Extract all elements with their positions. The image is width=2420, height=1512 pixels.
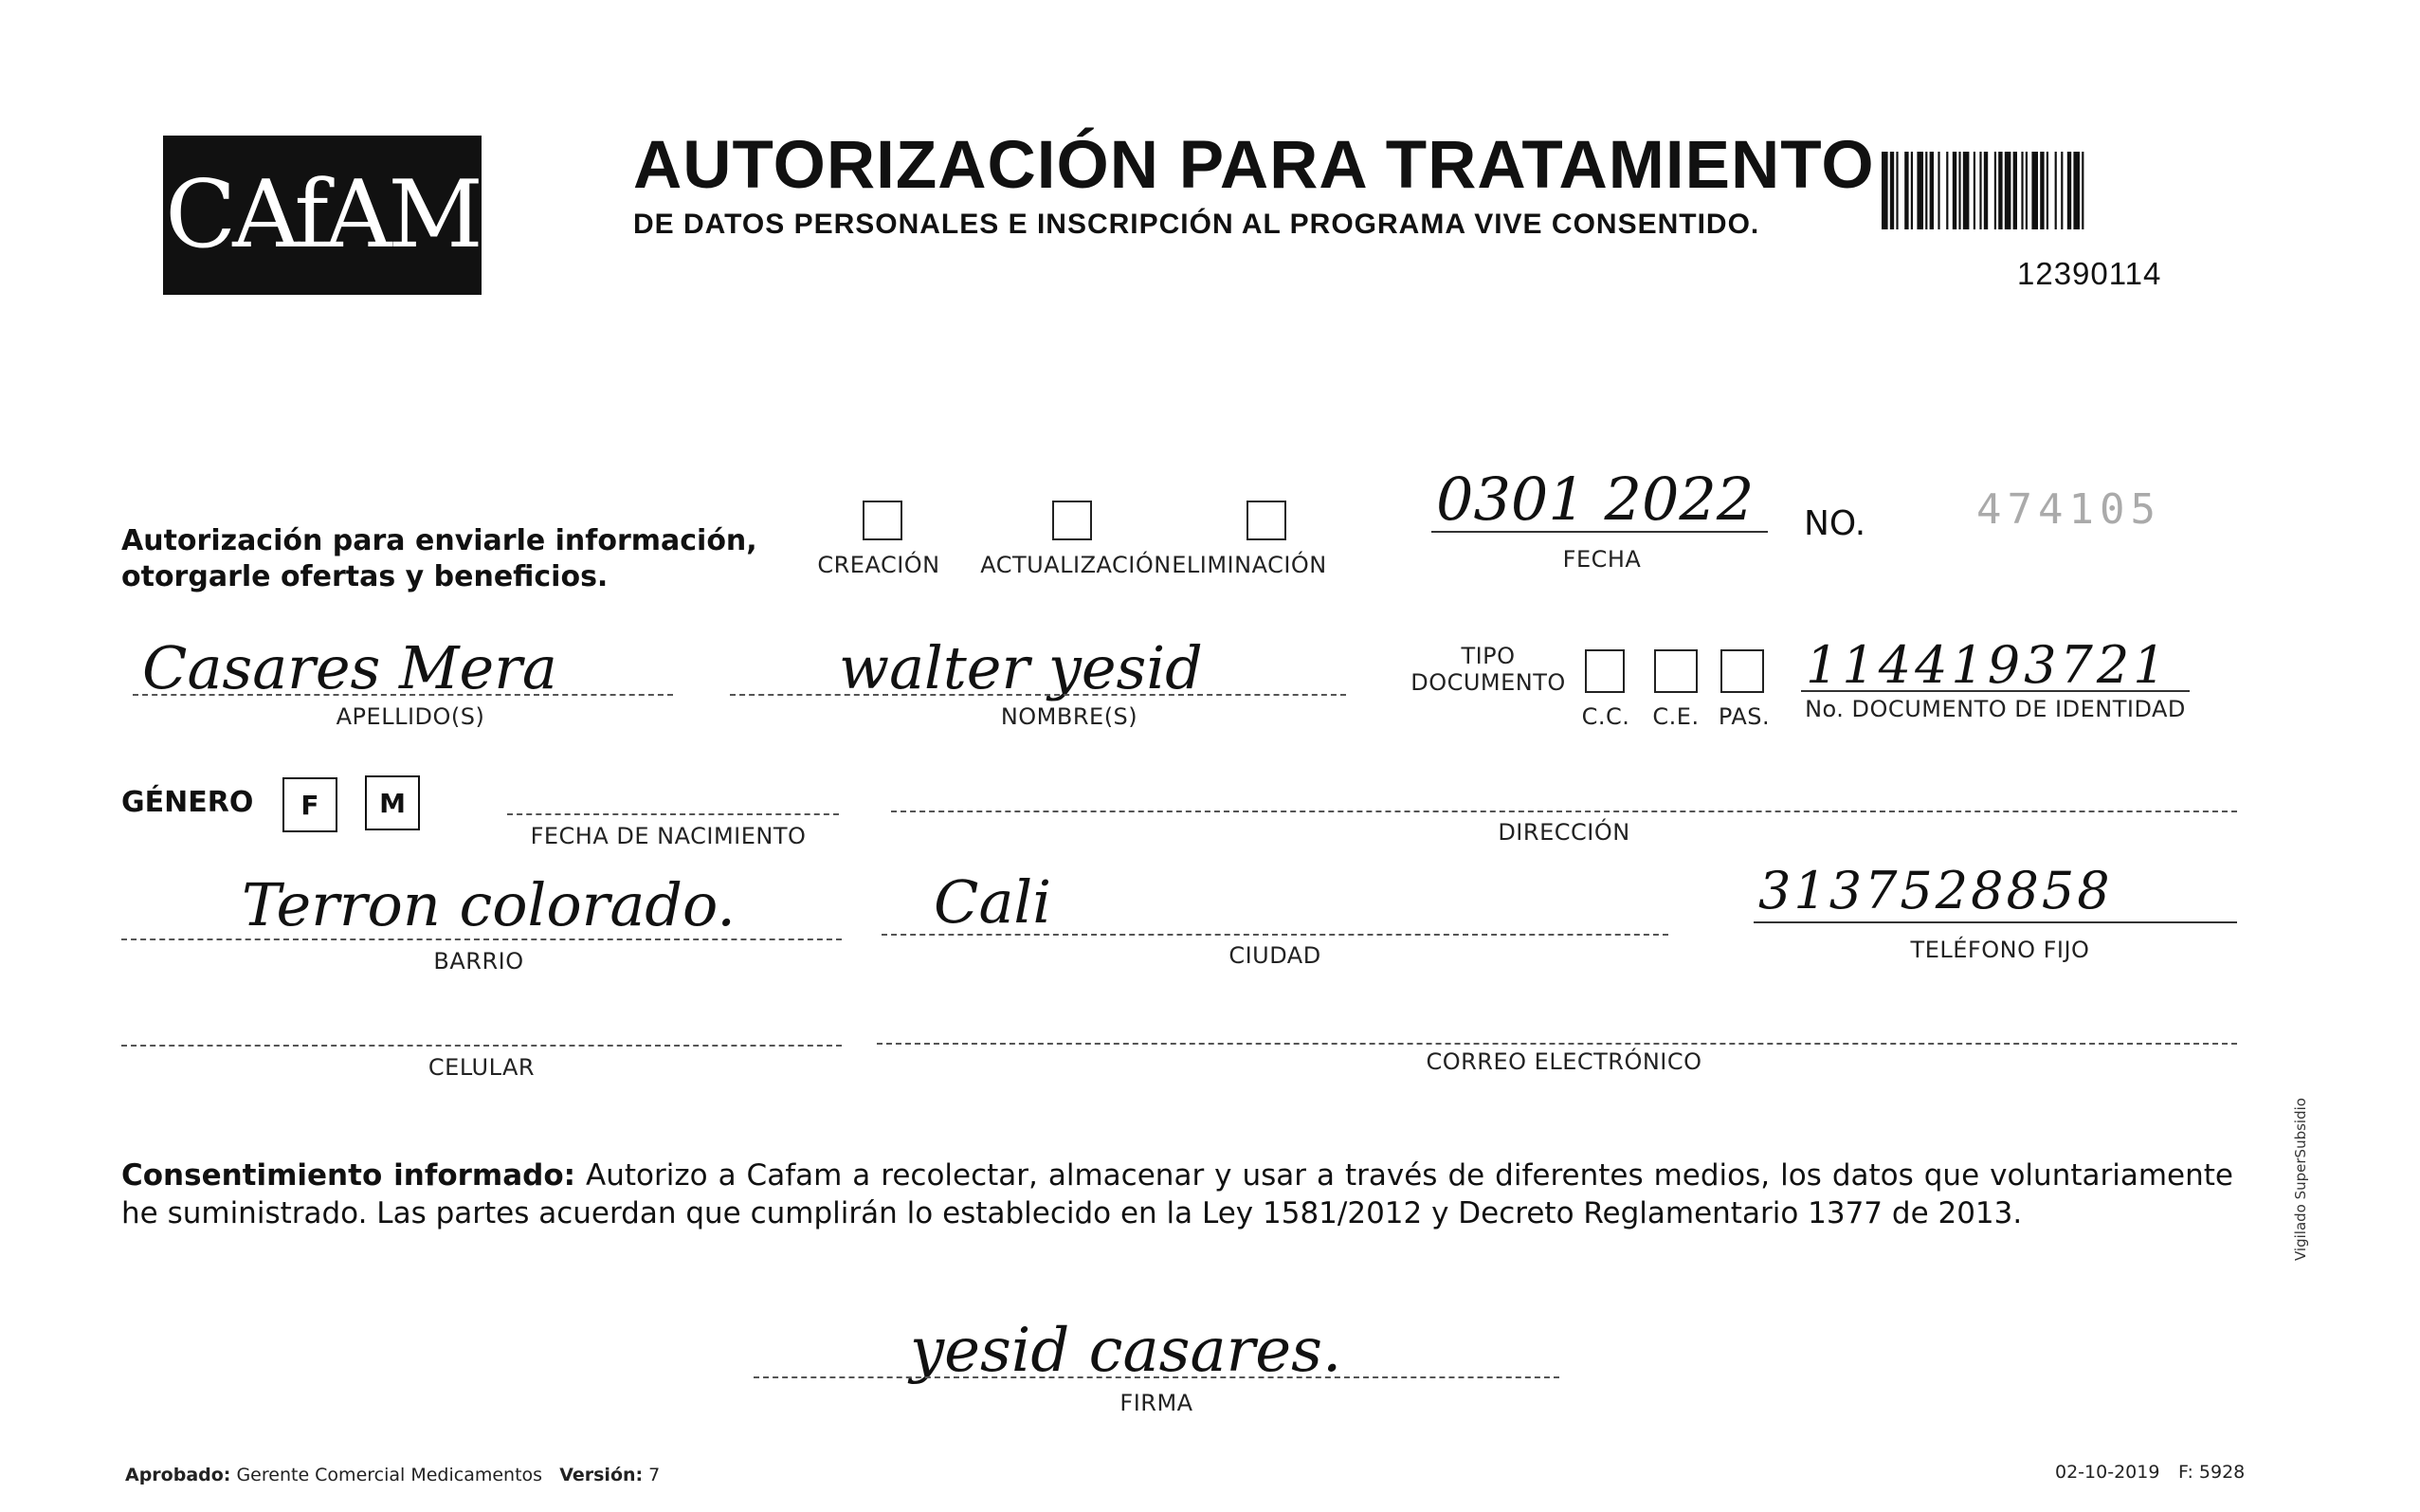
- authorization-text-line1: Autorización para enviarle información,: [121, 524, 757, 557]
- barcode-bar: [1984, 152, 1988, 229]
- telefono-value[interactable]: 3137528858: [1758, 861, 2113, 920]
- barrio-line: [121, 938, 842, 940]
- celular-line: [121, 1045, 842, 1047]
- barcode-bar: [1896, 152, 1898, 229]
- barcode-bar: [1974, 152, 1975, 229]
- creacion-label: CREACIÓN: [817, 552, 940, 578]
- consent-body: Autorizo a Cafam a recolectar, almacenar y usar a través de diferentes medios, los datos que voluntariamente he suministrado. Las partes acuerdan que cumplirán lo establecido en la Ley 1581/2012 y Decreto Reglamentario 1377 de 2013.: [121, 1158, 2233, 1230]
- cafam-logo: [163, 136, 482, 295]
- barcode-bar: [2005, 152, 2011, 229]
- fecha-nacimiento-label: FECHA DE NACIMIENTO: [530, 823, 807, 849]
- barrio-label: BARRIO: [433, 948, 524, 975]
- footer-date: 02-10-2019: [2055, 1462, 2160, 1483]
- ciudad-value[interactable]: Cali: [934, 867, 1052, 937]
- pas-label: PAS.: [1718, 703, 1771, 730]
- form-subtitle: DE DATOS PERSONALES E INSCRIPCIÓN AL PROGRAMA VIVE CONSENTIDO.: [633, 209, 1760, 240]
- barcode-bar: [1979, 152, 1981, 229]
- authorization-text-line2: otorgarle ofertas y beneficios.: [121, 560, 609, 593]
- no-value: 474105: [1976, 485, 2161, 534]
- barcode-bar: [1938, 152, 1939, 229]
- genero-f-label: F: [300, 789, 319, 821]
- signature-value[interactable]: yesid casares.: [910, 1316, 1342, 1386]
- barcode-bar: [1963, 152, 1970, 229]
- ciudad-label: CIUDAD: [1228, 942, 1321, 969]
- fecha-label: FECHA: [1562, 546, 1642, 573]
- documento-value[interactable]: 1144193721: [1806, 635, 2170, 695]
- pas-checkbox[interactable]: [1720, 649, 1764, 693]
- footer-form-code: F: 5928: [2178, 1462, 2246, 1483]
- fecha-nacimiento-line: [507, 813, 839, 815]
- apellidos-value[interactable]: Casares Mera: [142, 633, 557, 702]
- barcode-bar: [1946, 152, 1948, 229]
- barcode-bar: [2026, 152, 2028, 229]
- cc-checkbox[interactable]: [1585, 649, 1625, 693]
- telefono-label: TELÉFONO FIJO: [1910, 937, 2090, 963]
- genero-f-checkbox[interactable]: [282, 777, 337, 832]
- aprobado-label: Aprobado:: [125, 1465, 231, 1485]
- celular-label: CELULAR: [428, 1054, 536, 1081]
- telefono-line: [1754, 921, 2237, 923]
- apellidos-line: [133, 694, 673, 696]
- barcode-bar: [2021, 152, 2023, 229]
- footer-approval: [125, 1465, 660, 1485]
- genero-label: GÉNERO: [121, 786, 254, 819]
- form-title: AUTORIZACIÓN PARA TRATAMIENTO: [633, 128, 1875, 203]
- barcode-bar: [1911, 152, 1913, 229]
- barcode-bar: [1925, 152, 1927, 229]
- direccion-line: [891, 811, 2237, 812]
- logo-text: CAfAM: [165, 161, 480, 269]
- barcode-bar: [1953, 152, 1956, 229]
- aprobado-value: Gerente Comercial Medicamentos: [236, 1465, 543, 1485]
- genero-m-checkbox[interactable]: [365, 775, 420, 830]
- barcode-bar: [2067, 152, 2071, 229]
- fecha-value[interactable]: 0301 2022: [1436, 465, 1755, 534]
- barcode: [1882, 152, 2265, 229]
- barcode-bar: [2040, 152, 2044, 229]
- nombres-label: NOMBRE(S): [1000, 703, 1138, 730]
- cc-label: C.C.: [1581, 703, 1630, 730]
- ce-label: C.E.: [1652, 703, 1700, 730]
- direccion-label: DIRECCIÓN: [1498, 819, 1630, 846]
- consent-heading: Consentimiento informado:: [121, 1158, 576, 1193]
- correo-line: [877, 1043, 2237, 1045]
- creacion-checkbox[interactable]: [863, 501, 902, 540]
- barrio-value[interactable]: Terron colorado.: [242, 870, 736, 939]
- barcode-bar: [1882, 152, 1888, 229]
- documento-label: No. DOCUMENTO DE IDENTIDAD: [1805, 696, 2186, 722]
- ciudad-line: [882, 934, 1668, 936]
- eliminacion-checkbox[interactable]: [1246, 501, 1286, 540]
- barcode-bar: [2073, 152, 2080, 229]
- ce-checkbox[interactable]: [1654, 649, 1698, 693]
- barcode-bar: [2061, 152, 2063, 229]
- actualizacion-checkbox[interactable]: [1052, 501, 1092, 540]
- barcode-bar: [1994, 152, 1996, 229]
- tipo-documento-label-1: TIPO: [1461, 643, 1516, 669]
- vigilado-side-text: Vigilado SuperSubsidio: [2292, 1098, 2309, 1261]
- genero-m-label: M: [379, 787, 406, 819]
- signature-label: FIRMA: [1119, 1390, 1193, 1416]
- barcode-bar: [2031, 152, 2038, 229]
- apellidos-label: APELLIDO(S): [336, 703, 485, 730]
- nombres-line: [730, 694, 1346, 696]
- barcode-bar: [1917, 152, 1923, 229]
- tipo-documento-label-2: DOCUMENTO: [1410, 669, 1566, 696]
- consent-paragraph: [121, 1157, 2233, 1232]
- version-label: Versión:: [559, 1465, 644, 1485]
- barcode-bar: [1958, 152, 1960, 229]
- barcode-bar: [2082, 152, 2083, 229]
- correo-label: CORREO ELECTRÓNICO: [1426, 1048, 1702, 1075]
- barcode-bar: [2013, 152, 2017, 229]
- barcode-bar: [2047, 152, 2048, 229]
- barcode-bar: [1904, 152, 1908, 229]
- barcode-bar: [1890, 152, 1894, 229]
- barcode-bar: [1998, 152, 2002, 229]
- no-label: NO.: [1804, 504, 1866, 543]
- documento-line: [1801, 690, 2190, 692]
- barcode-bar: [1930, 152, 1934, 229]
- barcode-number: 12390114: [2017, 256, 2162, 291]
- version-value: 7: [648, 1465, 661, 1485]
- nombres-value[interactable]: walter yesid: [839, 633, 1203, 702]
- eliminacion-label: ELIMINACIÓN: [1172, 552, 1327, 578]
- barcode-bar: [2055, 152, 2057, 229]
- fecha-line: [1431, 531, 1768, 533]
- signature-line: [754, 1376, 1559, 1378]
- actualizacion-label: ACTUALIZACIÓN: [980, 552, 1172, 578]
